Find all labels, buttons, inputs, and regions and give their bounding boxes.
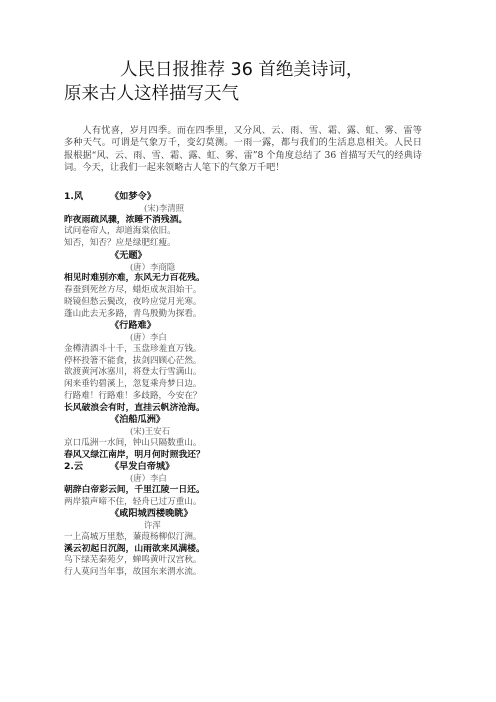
poem-author: 许浑 xyxy=(144,520,161,530)
document-title xyxy=(64,58,434,106)
poem-title: 《行路难》 xyxy=(110,320,156,332)
poem-author: (唐）李商隐 xyxy=(130,261,176,272)
section-heading xyxy=(64,461,424,473)
poem-title: 《如梦令》 xyxy=(110,191,156,202)
title-line-2: 原来古人这样描写天气 xyxy=(64,84,239,104)
poem-line-highlighted: 朝辞白帝彩云间，千里江陵一日还。 xyxy=(64,484,205,495)
poem-line: 两岸猿声啼不住，轻舟已过万重山。 xyxy=(64,496,202,507)
poem-line-highlighted: 长风破浪会有时，直挂云帆济沧海。 xyxy=(64,402,205,413)
poem-title: 《无题》 xyxy=(110,249,147,261)
poem-line: 蓬山此去无多路，青鸟殷勤为探看。 xyxy=(64,308,202,319)
poem-line: 金樽清酒斗十千，玉盘珍羞直万钱。 xyxy=(64,343,202,354)
poem-line: 春蚕到死丝方尽，蜡炬成灰泪始干。 xyxy=(64,285,202,295)
poem-title: 《泊船瓜洲》 xyxy=(110,414,166,426)
poem-line-highlighted: 相见时难别亦难，东风无力百花残。 xyxy=(64,273,205,284)
poem-line: 一上高城万里愁，蒹葭杨柳似汀洲。 xyxy=(64,531,202,542)
section-number: 1.风 xyxy=(64,191,84,202)
poem-line: 鸟下绿芜秦苑夕，蝉鸣黄叶汉宫秋。 xyxy=(64,555,202,566)
poem-author: (唐）李白 xyxy=(130,473,167,483)
poem-title: 《咸阳城西楼晚眺》 xyxy=(110,508,193,520)
poem-line-highlighted: 昨夜雨疏风骤，浓睡不消残酒。 xyxy=(64,214,188,225)
poem-line-highlighted: 溪云初起日沉阁，山雨欲来风满楼。 xyxy=(64,543,205,554)
poem-line: 试问卷帘人，却道海棠依旧。 xyxy=(64,226,176,237)
poem-line: 欲渡黄河冰塞川，将登太行雪满山。 xyxy=(64,367,202,378)
poem-title: 《早发白帝城》 xyxy=(110,461,175,473)
poem-author: (宋)李清照 xyxy=(144,202,185,213)
section-heading xyxy=(64,191,424,203)
poem-author: (唐）李白 xyxy=(130,332,167,342)
poem-line: 晓镜但愁云鬓改，夜吟应觉月光寒。 xyxy=(64,296,202,307)
title-line-1: 人民日报推荐 36 首绝美诗词， xyxy=(120,60,364,80)
poem-author: (宋)王安石 xyxy=(130,426,171,436)
poem-line: 知否，知否？应是绿肥红瘦。 xyxy=(64,238,176,248)
poem-line: 停杯投箸不能食，拔剑四顾心茫然。 xyxy=(64,355,202,366)
poem-line-highlighted: 春风又绿江南岸，明月何时照我还？ xyxy=(64,449,205,460)
poem-line: 行路难！行路难！多歧路，今安在？ xyxy=(64,390,202,401)
poem-line: 京口瓜洲一水间，钟山只隔数重山。 xyxy=(64,437,202,448)
intro-paragraph: 人有忧喜，岁月四季。而在四季里，又分风、云、雨、雪、霜、露、虹、雾、雷等多种天气。可谓是气象万千，变幻莫测。一雨一露，都与我们的生活息息相关。人民日报根据“风、云、雨、雪、霜、露、虹、雾、雷”8 个角度总结了 36 首描写天气的经典诗词。今天，让我们一起来领略古人笔下的气象万千吧！ xyxy=(64,125,422,174)
poem-list xyxy=(64,191,424,579)
section-number: 2.云 xyxy=(64,461,84,473)
poem-line: 闲来垂钓碧溪上，忽复乘舟梦日边。 xyxy=(64,379,202,389)
poem-line: 行人莫问当年事，故国东来渭水流。 xyxy=(64,567,202,577)
